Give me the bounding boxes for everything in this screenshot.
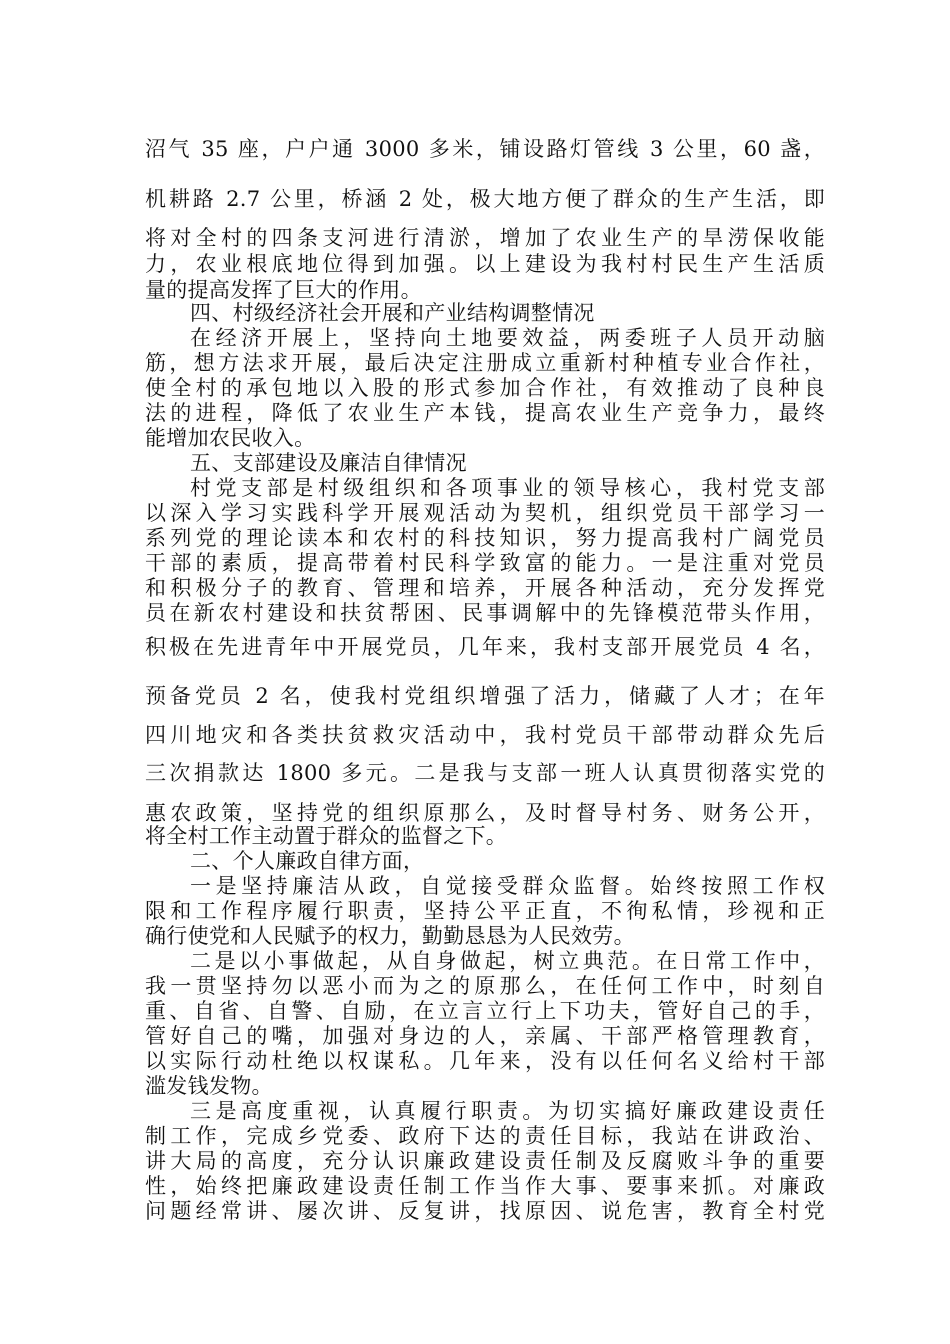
text-line: 我一贯坚持勿以恶小而为之的原那么，在任何工作中，时刻自 [145,974,825,998]
text-line: 惠农政策，坚持党的组织原那么，及时督导村务、财务公开， [145,801,825,825]
text-line: 将全村工作主动置于群众的监督之下。 [145,824,508,848]
text-line: 系列党的理论读本和农村的科技知识，努力提高我村广阔党员 [145,526,825,550]
text-line: 和积极分子的教育、管理和培养，开展各种活动，充分发挥党 [145,576,825,600]
text-line: 以深入学习实践科学开展观活动为契机，组织党员干部学习一 [145,501,825,525]
text-line: 问题经常讲、屡次讲、反复讲，找原因、说危害，教育全村党 [145,1199,825,1223]
section-heading: 二、个人廉政自律方面， [190,849,425,873]
text-line: 筋，想方法求开展，最后决定注册成立重新村种植专业合作社， [145,351,825,375]
text-line: 在经济开展上，坚持向土地要效益，两委班子人员开动脑 [190,326,825,350]
text-line: 预备党员 2 名，使我村党组织增强了活力，储藏了人才；在年 [145,684,825,708]
text-line: 量的提高发挥了巨大的作用。 [145,278,422,302]
text-line: 沼气 35 座，户户通 3000 多米，铺设路灯管线 3 公里，60 盏， [145,137,825,161]
text-line: 二是以小事做起，从自身做起，树立典范。在日常工作中， [190,949,825,973]
text-line: 三是高度重视，认真履行职责。为切实搞好廉政建设责任 [190,1099,825,1123]
text-line: 一是坚持廉洁从政，自觉接受群众监督。始终按照工作权 [190,874,825,898]
text-line: 力，农业根底地位得到加强。以上建设为我村村民生产生活质 [145,252,825,276]
text-line: 干部的素质，提高带着村民科学致富的能力。一是注重对党员 [145,551,825,575]
section-heading: 四、村级经济社会开展和产业结构调整情况 [190,301,595,325]
text-line: 员在新农村建设和扶贫帮困、民事调解中的先锋模范带头作用， [145,601,825,625]
text-line: 管好自己的嘴，加强对身边的人，亲属、干部严格管理教育， [145,1024,825,1048]
text-line: 村党支部是村级组织和各项事业的领导核心，我村党支部 [190,476,825,500]
text-line: 机耕路 2.7 公里，桥涵 2 处，极大地方便了群众的生产生活，即 [145,187,825,211]
text-line: 滥发钱发物。 [145,1074,273,1098]
text-line: 重、自省、自警、自励，在立言立行上下功夫，管好自己的手， [145,999,825,1023]
text-line: 使全村的承包地以入股的形式参加合作社，有效推动了良种良 [145,376,825,400]
text-line: 能增加农民收入。 [145,426,316,450]
text-line: 讲大局的高度，充分认识廉政建设责任制及反腐败斗争的重要 [145,1149,825,1173]
text-line: 法的进程，降低了农业生产本钱，提高农业生产竞争力，最终 [145,401,825,425]
text-line: 制工作，完成乡党委、政府下达的责任目标，我站在讲政治、 [145,1124,825,1148]
text-line: 性，始终把廉政建设责任制工作当作大事、要事来抓。对廉政 [145,1174,825,1198]
text-line: 四川地灾和各类扶贫救灾活动中，我村党员干部带动群众先后 [145,723,825,747]
text-line: 限和工作程序履行职责，坚持公平正直，不徇私情，珍视和正 [145,899,825,923]
text-line: 将对全村的四条支河进行清淤，增加了农业生产的旱涝保收能 [145,226,825,250]
text-line: 以实际行动杜绝以权谋私。几年来，没有以任何名义给村干部 [145,1049,825,1073]
text-line: 确行使党和人民赋予的权力，勤勤恳恳为人民效劳。 [145,924,635,948]
text-line: 积极在先进青年中开展党员，几年来，我村支部开展党员 4 名， [145,635,825,659]
text-line: 三次捐款达 1800 多元。二是我与支部一班人认真贯彻落实党的 [145,761,825,785]
section-heading: 五、支部建设及廉洁自律情况 [190,451,467,475]
